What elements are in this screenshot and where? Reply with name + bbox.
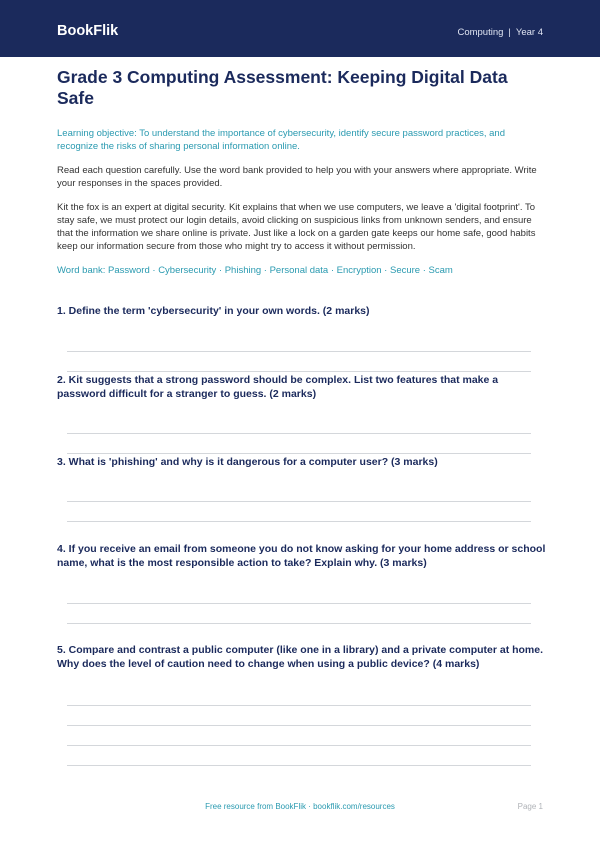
answer-line[interactable] <box>67 765 531 766</box>
answer-line[interactable] <box>67 725 531 726</box>
learning-objective: Learning objective: To understand the importance of cybersecurity, identify secure password practices, and recognize the risks of sharing personal information online. <box>57 128 505 152</box>
meta-separator: | <box>508 27 511 38</box>
intro-text: Kit the fox is an expert at digital security. Kit explains that when we use computers, we leave a 'digital footprint'. To stay safe, we must protect our login details, avoid clicking on suspicious links from unknown senders, and ensure that the information we share online is private. Just like a lock on a garden gate keeps our home safe, good habits keep our information secure from those who might try to access it without permission. <box>57 202 536 252</box>
question-2: 2. Kit suggests that a strong password should be complex. List two features that make a password difficult for a stranger to guess. (2 marks) <box>57 374 499 400</box>
page-title: Grade 3 Computing Assessment: Keeping Digital Data Safe <box>57 67 508 108</box>
word-bank: Word bank: Password · Cybersecurity · Phishing · Personal data · Encryption · Secure · Scam <box>57 265 453 276</box>
subject-label: Computing <box>457 27 504 38</box>
question-5: 5. Compare and contrast a public computer (like one in a library) and a private computer at home. Why does the level of caution need to change when using a public device? (4 marks) <box>57 644 544 670</box>
answer-line[interactable] <box>67 745 531 746</box>
answer-line[interactable] <box>67 453 531 454</box>
instructions-text: Read each question carefully. Use the word bank provided to help you with your answers where appropriate. Write your responses in the spaces provided. <box>57 165 537 189</box>
answer-line[interactable] <box>67 623 531 624</box>
answer-line[interactable] <box>67 351 531 352</box>
header-bar <box>0 0 600 57</box>
year-label: Year 4 <box>515 27 543 38</box>
question-4: 4. If you receive an email from someone you do not know asking for your home address or school name, what is the most responsible action to take? Explain why. (3 marks) <box>57 543 546 569</box>
question-1: 1. Define the term 'cybersecurity' in your own words. (2 marks) <box>57 305 370 317</box>
footer-text: Free resource from BookFlik · bookflik.com/resources <box>205 802 395 811</box>
subject-year-label <box>457 27 543 38</box>
intro-section <box>57 67 543 277</box>
answer-line[interactable] <box>67 603 531 604</box>
answer-line[interactable] <box>67 521 531 522</box>
answer-line[interactable] <box>67 371 531 372</box>
page-number: Page 1 <box>517 802 543 811</box>
brand-logo: BookFlik <box>57 23 119 39</box>
answer-line[interactable] <box>67 501 531 502</box>
answer-line[interactable] <box>67 705 531 706</box>
answer-line[interactable] <box>67 433 531 434</box>
question-3: 3. What is 'phishing' and why is it dangerous for a computer user? (3 marks) <box>57 456 438 468</box>
